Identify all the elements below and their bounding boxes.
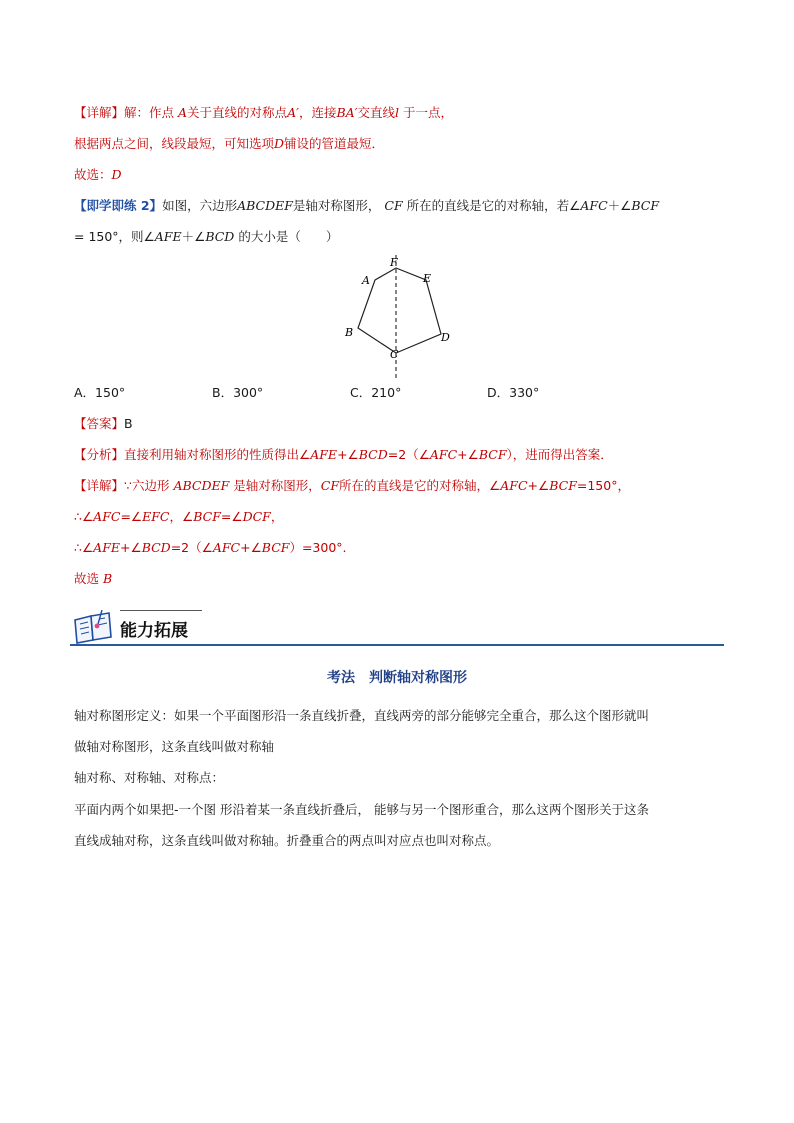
label-E: E bbox=[423, 272, 432, 285]
detail-line-2: 根据两点之间，线段最短，可知选项D铺设的管道最短． bbox=[74, 136, 385, 151]
body-def-4: 直线成轴对称，这条直线叫做对称轴。折叠重合的两点叫对应点也叫对称点。 bbox=[74, 833, 500, 848]
practice-line-1: 【即学即练 2】如图，六边形ABCDEF是轴对称图形， CF 所在的直线是它的对称轴，若∠AFC＋∠BCF bbox=[74, 198, 660, 213]
hexagon-figure bbox=[330, 250, 470, 382]
section-banner bbox=[70, 606, 724, 648]
choice-b: B．300° bbox=[212, 385, 264, 400]
answer-line: 【答案】B bbox=[74, 416, 133, 431]
detail-tag: 【详解】 bbox=[74, 105, 125, 120]
label-F: F bbox=[390, 256, 398, 269]
detail2-line-1: 【详解】∵六边形 ABCDEF 是轴对称图形，CF所在的直线是它的对称轴，∠AFC+∠BCF=150°， bbox=[74, 478, 630, 493]
section-title: 考法 判断轴对称图形 bbox=[327, 670, 467, 686]
label-C: C bbox=[390, 348, 399, 361]
choice-d: D．330° bbox=[487, 385, 540, 400]
analysis-line: 【分析】直接利用轴对称图形的性质得出∠AFE+∠BCD=2（∠AFC+∠BCF），进而得出答案． bbox=[74, 447, 613, 462]
banner-top-rule bbox=[120, 610, 202, 611]
practice-line-2: = 150°，则∠AFE＋∠BCD 的大小是（ ） bbox=[74, 229, 339, 244]
practice-tag: 【即学即练 2】 bbox=[74, 198, 163, 213]
body-heading-2: 轴对称、对称轴、对称点： bbox=[74, 770, 225, 785]
detail-line-1: 【详解】解：作点 A关于直线的对称点A′，连接BA′交直线l 于一点， bbox=[74, 105, 454, 120]
banner-bottom-rule bbox=[70, 644, 724, 646]
label-B: B bbox=[345, 326, 354, 339]
select-line-1: 故选：D bbox=[74, 167, 122, 182]
book-icon bbox=[72, 610, 114, 644]
label-D: D bbox=[441, 331, 450, 344]
choice-c: C．210° bbox=[350, 385, 402, 400]
body-def-1: 轴对称图形定义：如果一个平面图形沿一条直线折叠，直线两旁的部分能够完全重合，那么这个图形就叫 bbox=[74, 708, 650, 723]
choice-a: A．150° bbox=[74, 385, 126, 400]
select-line-2: 故选 B bbox=[74, 571, 113, 586]
body-def-3: 平面内两个如果把-一个图 形沿着某一条直线折叠后， 能够与另一个图形重合，那么这两个图形关于这条 bbox=[74, 802, 649, 817]
detail2-line-2: ∴∠AFC=∠EFC，∠BCF=∠DCF， bbox=[74, 509, 284, 524]
body-def-2: 做轴对称图形，这条直线叫做对称轴 bbox=[74, 739, 275, 754]
detail2-line-3: ∴∠AFE+∠BCD=2（∠AFC+∠BCF）=300°. bbox=[74, 540, 347, 555]
label-A: A bbox=[362, 274, 370, 287]
banner-title: 能力拓展 bbox=[120, 621, 188, 641]
